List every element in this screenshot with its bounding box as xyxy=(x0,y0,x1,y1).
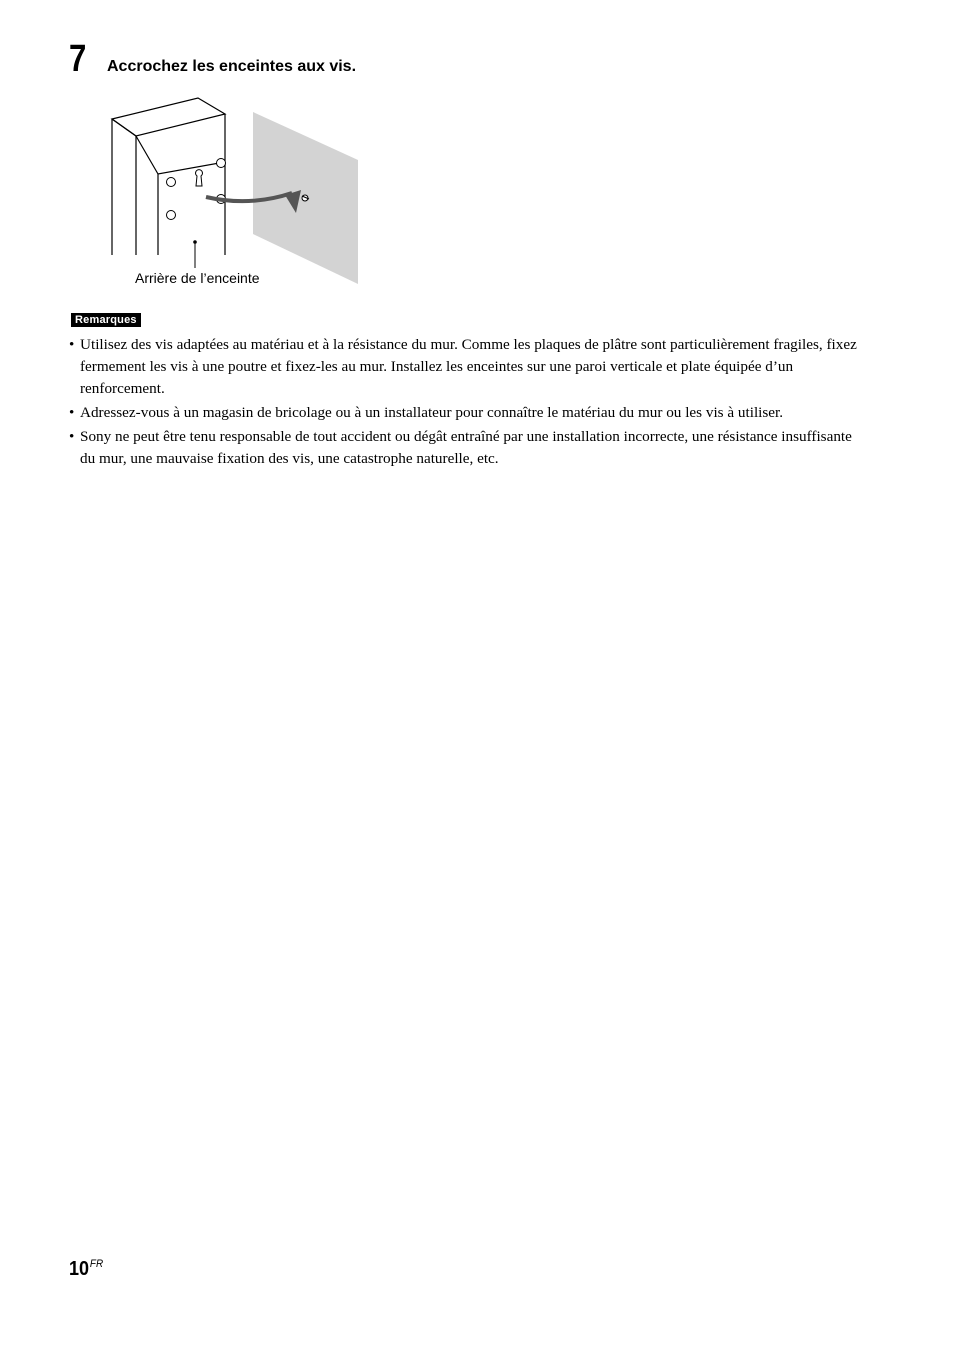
list-item xyxy=(69,426,869,470)
remark-text: Utilisez des vis adaptées au matériau et à la résistance du mur. Comme les plaques de plâtre sont particulièrement fragiles, fixez fermement les vis à une poutre et fixez-les au mur. Installez les enceintes sur une paroi verticale et plate équipée d’un renforcement. xyxy=(80,336,857,397)
remarks-list xyxy=(69,334,869,472)
speaker-wall-mount-illustration xyxy=(100,92,370,292)
illustration-caption: Arrière de l’enceinte xyxy=(135,270,260,286)
hole-icon xyxy=(167,211,176,220)
bullet: • xyxy=(69,336,75,353)
list-item xyxy=(69,402,869,424)
keyhole-icon xyxy=(196,170,203,186)
bullet: • xyxy=(69,404,75,421)
page-number-value: 10 xyxy=(69,1258,90,1280)
remark-text: Sony ne peut être tenu responsable de tout accident ou dégât entraîné par une installation incorrecte, une résistance insuffisante du mur, une mauvaise fixation des vis, une catastrophe naturelle, etc. xyxy=(80,428,852,467)
language-code: FR xyxy=(89,1258,104,1270)
remark-text: Adressez-vous à un magasin de bricolage ou à un installateur pour connaître le matériau du mur ou les vis à utiliser. xyxy=(80,404,784,421)
list-item xyxy=(69,334,869,400)
remarks-badge: Remarques xyxy=(71,313,141,327)
step-title: Accrochez les enceintes aux vis. xyxy=(107,58,357,75)
page-number xyxy=(69,1258,103,1281)
step-heading xyxy=(69,40,356,78)
step-number: 7 xyxy=(69,38,87,80)
hole-icon xyxy=(167,178,176,187)
bullet: • xyxy=(69,428,75,445)
hole-icon xyxy=(217,159,226,168)
